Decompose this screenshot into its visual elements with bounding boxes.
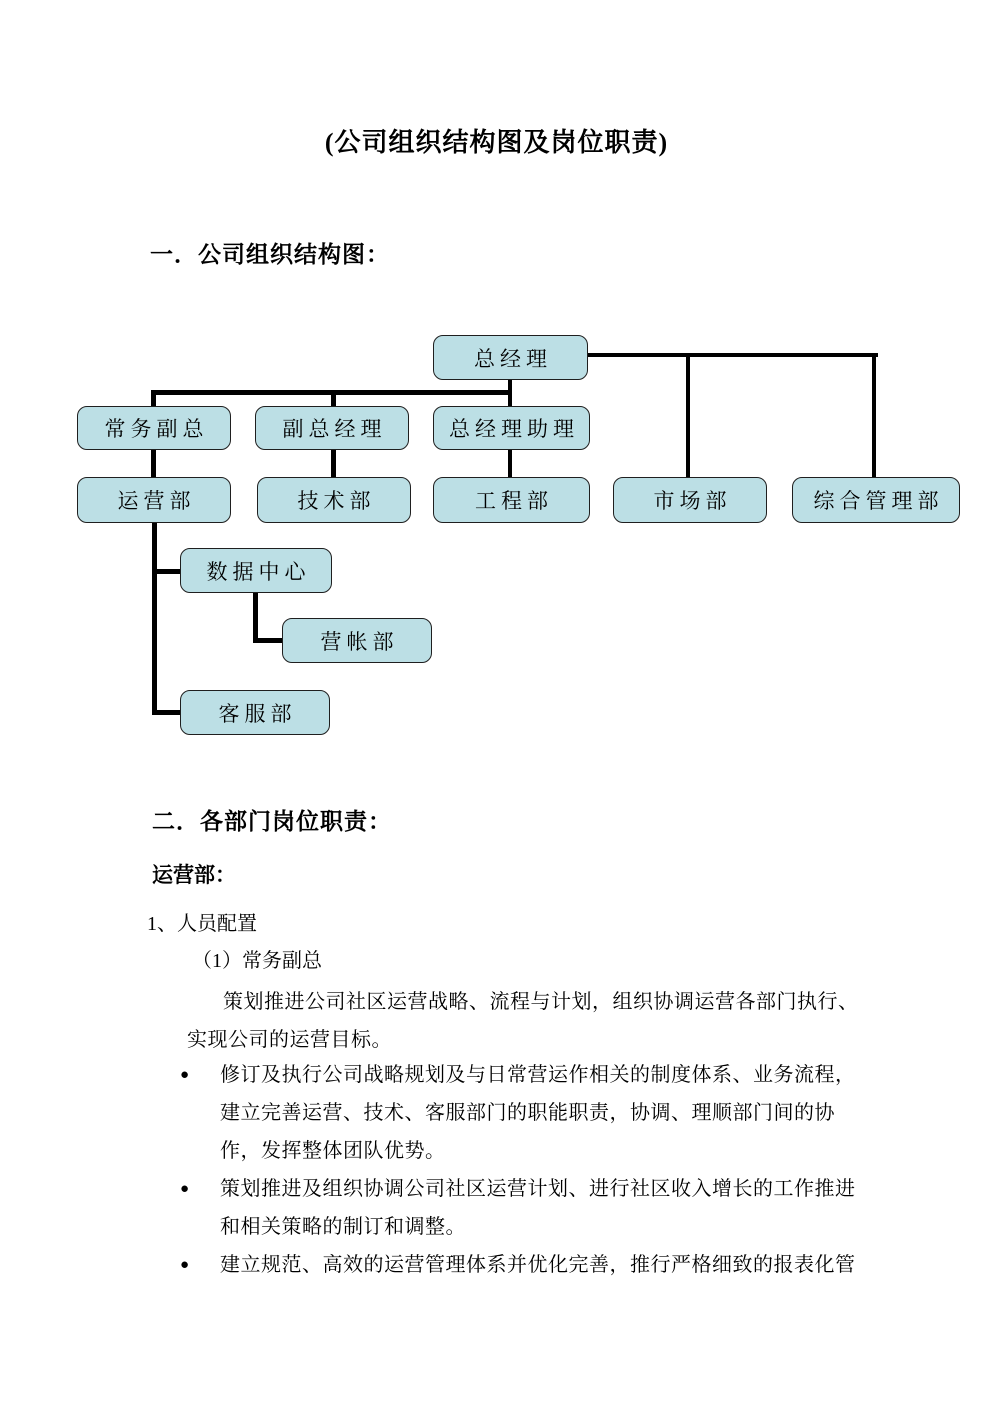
bullet-item [180, 1246, 870, 1284]
connector-line [331, 450, 336, 477]
dept-heading-operations: 运营部： [152, 863, 236, 887]
bullet-dot-icon: ● [180, 1067, 190, 1083]
connector-line [508, 450, 512, 477]
connector-line [152, 710, 180, 715]
org-node-technology-dept: 技术部 [257, 477, 411, 523]
connector-line [151, 450, 156, 477]
org-node-general-admin-dept: 综合管理部 [792, 477, 960, 523]
connector-line [253, 593, 258, 643]
connector-line [686, 353, 690, 477]
org-node-deputy-general-manager: 副总经理 [255, 406, 409, 450]
bullet-text: 修订及执行公司战略规划及与日常营运作相关的制度体系、业务流程，建立完善运营、技术、客服部门的职能职责，协调、理顺部门间的协作，发挥整体团队优势。 [220, 1064, 856, 1162]
bullet-item [180, 1170, 870, 1246]
bullet-item [180, 1056, 870, 1170]
org-node-marketing-dept: 市场部 [613, 477, 767, 523]
page-title: (公司组织结构图及岗位职责) [324, 128, 669, 157]
connector-line [331, 390, 336, 406]
connector-line [152, 569, 180, 574]
role-heading-evp: （1）常务副总 [192, 950, 322, 972]
section-heading-org-chart: 一．公司组织结构图： [150, 242, 390, 267]
org-node-billing-dept: 营帐部 [282, 618, 432, 663]
org-node-gm-assistant: 总经理助理 [433, 406, 590, 450]
bullet-text: 建立规范、高效的运营管理体系并优化完善，推行严格细致的报表化管 [220, 1254, 856, 1276]
bullet-list [180, 1056, 870, 1284]
org-node-data-center: 数据中心 [180, 548, 332, 593]
connector-line [253, 638, 282, 643]
connector-line [872, 353, 876, 477]
intro-paragraph: 策划推进公司社区运营战略、流程与计划，组织协调运营各部门执行、实现公司的运营目标。 [187, 991, 859, 1051]
org-node-general-manager: 总经理 [433, 335, 588, 380]
org-node-operations-dept: 运营部 [77, 477, 231, 523]
connector-line [151, 390, 156, 406]
connector-line [508, 390, 512, 406]
staffing-item-heading: 1、人员配置 [147, 913, 257, 935]
org-node-customer-service-dept: 客服部 [180, 690, 330, 735]
org-node-engineering-dept: 工程部 [433, 477, 590, 523]
bullet-dot-icon: ● [180, 1181, 190, 1197]
bullet-dot-icon: ● [180, 1257, 190, 1273]
section-heading-responsibilities: 二．各部门岗位职责： [152, 809, 392, 834]
connector-line [588, 353, 878, 357]
bullet-text: 策划推进及组织协调公司社区运营计划、进行社区收入增长的工作推进和相关策略的制订和调整。 [220, 1178, 856, 1238]
connector-line [152, 523, 157, 715]
org-node-executive-vice-president: 常务副总 [77, 406, 231, 450]
